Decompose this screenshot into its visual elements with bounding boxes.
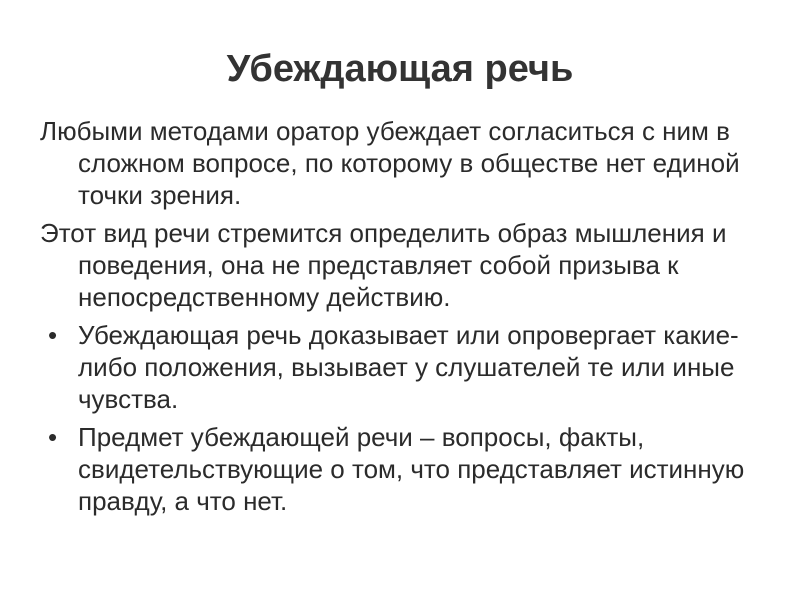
- bullet-item-2: [40, 421, 780, 517]
- slide-body: [40, 115, 780, 523]
- paragraph-2: Этот вид речи стремится определить образ мышления и поведения, она не представляет собой призыва к непосредственному действию.: [40, 218, 727, 312]
- bullet-icon: •: [48, 422, 58, 452]
- bullet-icon: •: [48, 320, 58, 350]
- bullet-item-1: [40, 319, 780, 415]
- paragraph-1: Любыми методами оратор убеждает согласиться с ним в сложном вопросе, по которому в обществе нет единой точки зрения.: [40, 116, 740, 210]
- bullet-text-1: Убеждающая речь доказывает или опровергает какие-либо положения, вызывает у слушателей те или иные чувства.: [78, 320, 739, 414]
- slide-title: Убеждающая речь: [226, 48, 574, 90]
- bullet-text-2: Предмет убеждающей речи – вопросы, факты, свидетельствующие о том, что представляет истинную правду, а что нет.: [78, 422, 745, 516]
